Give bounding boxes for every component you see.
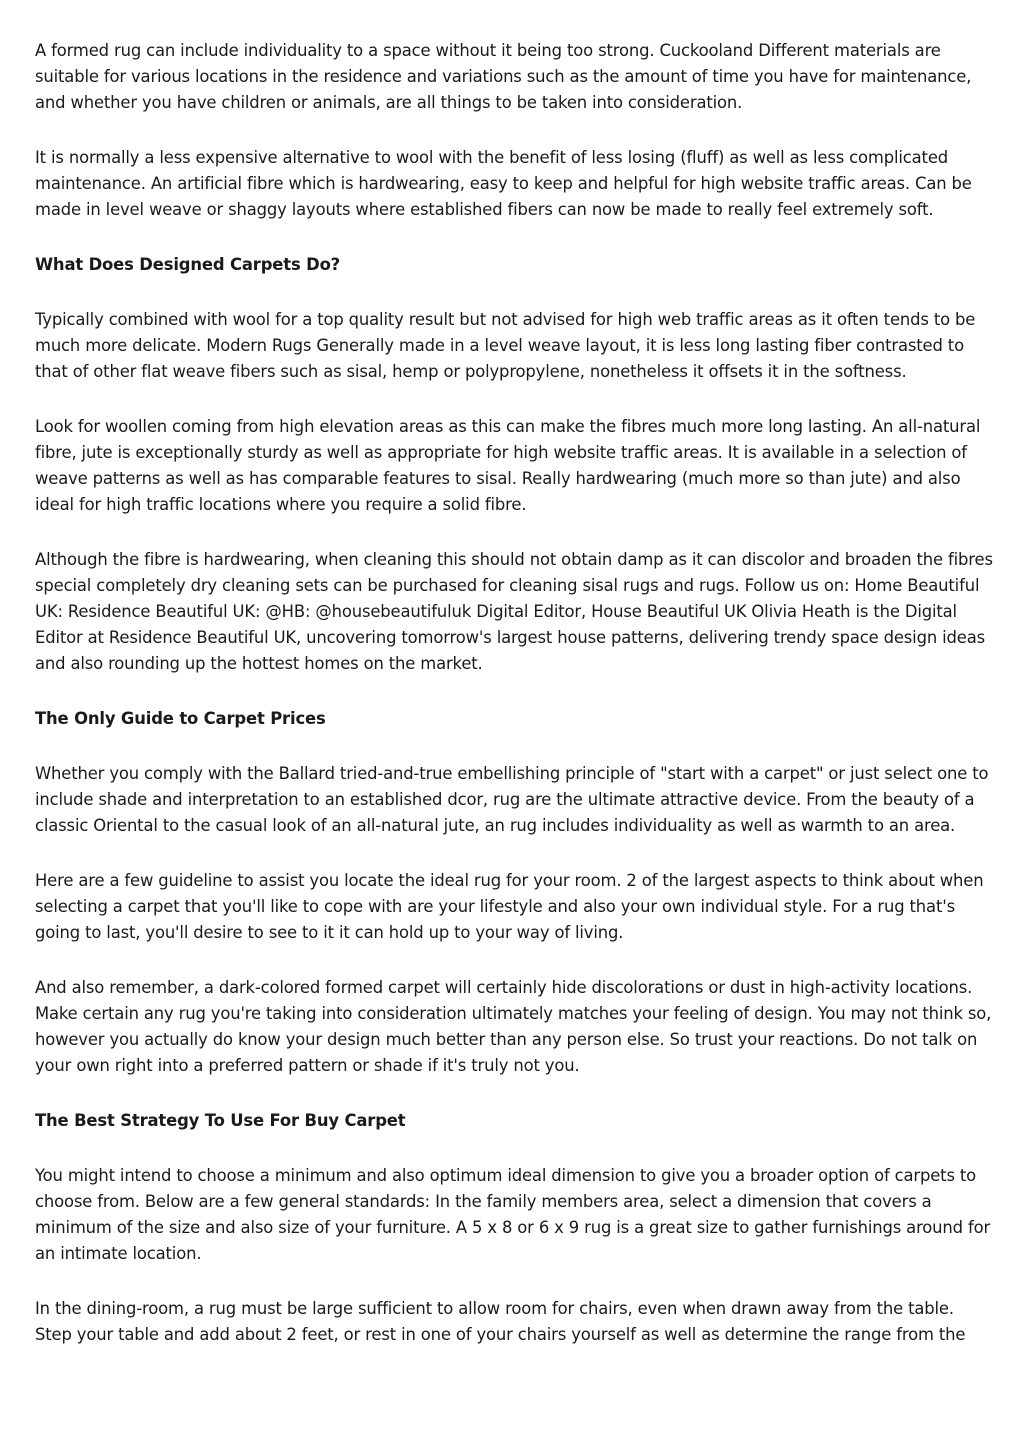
document-body xyxy=(35,38,995,1377)
paragraph-4: Look for woollen coming from high elevation areas as this can make the fibres much more long lasting. An all-natural fibre, jute is exceptionally sturdy as well as appropriate for high website traffic areas. It is available in a selection of weave patterns as well as has comparable features to sisal. Really hardwearing (much more so than jute) and also ideal for high traffic locations where you require a solid fibre. xyxy=(35,417,981,514)
paragraph-7: Here are a few guideline to assist you locate the ideal rug for your room. 2 of the largest aspects to think about when selecting a carpet that you'll like to cope with are your lifestyle and also your own individual style. For a rug that's going to last, you'll desire to see to it it can hold up to your way of living. xyxy=(35,871,984,942)
paragraph-2: It is normally a less expensive alternative to wool with the benefit of less losing (fluff) as well as less complicated maintenance. An artificial fibre which is hardwearing, easy to keep and helpful for high website traffic areas. Can be made in level weave or shaggy layouts where established fibers can now be made to really feel extremely soft. xyxy=(35,148,972,219)
paragraph-8: And also remember, a dark-colored formed carpet will certainly hide discolorations or dust in high-activity locations. Make certain any rug you're taking into consideration ultimately matches your feeling of design. You may not think so, however you actually do know your design much better than any person else. So trust your reactions. Do not talk on your own right into a preferred pattern or shade if it's truly not you. xyxy=(35,978,992,1075)
heading-carpet-prices: The Only Guide to Carpet Prices xyxy=(35,709,326,728)
heading-buy-carpet: The Best Strategy To Use For Buy Carpet xyxy=(35,1111,406,1130)
paragraph-1: A formed rug can include individuality to a space without it being too strong. Cuckooland Different materials are suitable for various locations in the residence and variations such as the amount of time you have for maintenance, and whether you have children or animals, are all things to be taken into consideration. xyxy=(35,41,972,112)
paragraph-10: In the dining-room, a rug must be large sufficient to allow room for chairs, even when drawn away from the table. Step your table and add about 2 feet, or rest in one of your chairs yourself as well as determine the range from the xyxy=(35,1299,966,1344)
paragraph-3: Typically combined with wool for a top quality result but not advised for high web traffic areas as it often tends to be much more delicate. Modern Rugs Generally made in a level weave layout, it is less long lasting fiber contrasted to that of other flat weave fibers such as sisal, hemp or polypropylene, nonetheless it offsets it in the softness. xyxy=(35,310,976,381)
paragraph-9: You might intend to choose a minimum and also optimum ideal dimension to give you a broader option of carpets to choose from. Below are a few general standards: In the family members area, select a dimension that covers a minimum of the size and also size of your furniture. A 5 x 8 or 6 x 9 rug is a great size to gather furnishings around for an intimate location. xyxy=(35,1166,991,1263)
heading-designed-carpets: What Does Designed Carpets Do? xyxy=(35,255,341,274)
paragraph-6: Whether you comply with the Ballard tried-and-true embellishing principle of "start with a carpet" or just select one to include shade and interpretation to an established dcor, rug are the ultimate attractive device. From the beauty of a classic Oriental to the casual look of an all-natural jute, an rug includes individuality as well as warmth to an area. xyxy=(35,764,989,835)
paragraph-5: Although the fibre is hardwearing, when cleaning this should not obtain damp as it can discolor and broaden the fibres special completely dry cleaning sets can be purchased for cleaning sisal rugs and rugs. Follow us on: Home Beautiful UK: Residence Beautiful UK: @HB: @housebeautifuluk Digital Editor, House Beautiful UK Olivia Heath is the Digital Editor at Residence Beautiful UK, uncovering tomorrow's largest house patterns, delivering trendy space design ideas and also rounding up the hottest homes on the market. xyxy=(35,550,993,673)
